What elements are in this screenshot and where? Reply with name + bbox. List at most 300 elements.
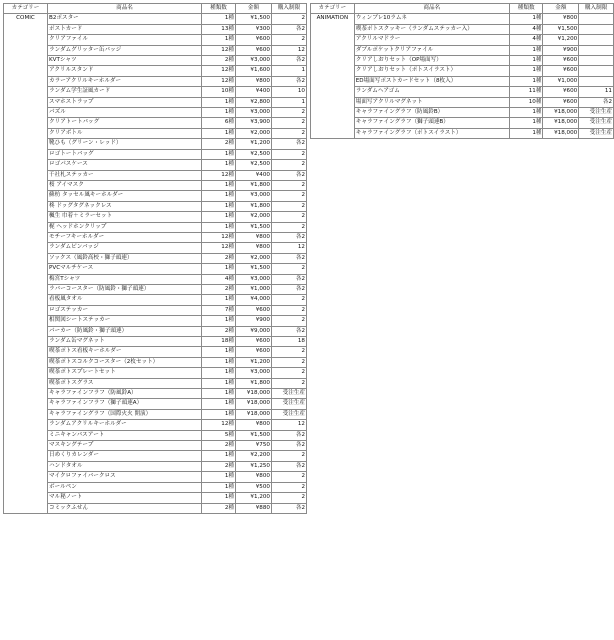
- types-cell: 12種: [202, 170, 236, 180]
- product-name-cell: 看板風タオル: [48, 295, 202, 305]
- product-name-cell: B2ポスター: [48, 14, 202, 24]
- header-types: 種類数: [509, 4, 543, 14]
- table-row: [4, 409, 307, 419]
- table-row: [4, 368, 307, 378]
- limit-cell: 12: [272, 243, 307, 253]
- table-row: [311, 66, 614, 76]
- limit-cell: 2: [272, 295, 307, 305]
- table-row: [4, 284, 307, 294]
- price-cell: ¥800: [236, 76, 272, 86]
- table-row: [311, 76, 614, 86]
- limit-cell: 各2: [272, 76, 307, 86]
- product-name-cell: ランダム缶マグネット: [48, 337, 202, 347]
- table-row: [311, 128, 614, 138]
- product-name-cell: マスキングテープ: [48, 441, 202, 451]
- types-cell: 1種: [202, 14, 236, 24]
- price-cell: ¥800: [236, 243, 272, 253]
- header-product: 商品名: [354, 4, 509, 14]
- table-row: [4, 56, 307, 66]
- limit-cell: 受注生産: [272, 389, 307, 399]
- limit-cell: 2: [272, 347, 307, 357]
- table-row: [311, 24, 614, 34]
- table-row: [311, 35, 614, 45]
- product-name-cell: KVTシャツ: [48, 56, 202, 66]
- product-name-cell: クリアトートバッグ: [48, 118, 202, 128]
- table-row: [4, 108, 307, 118]
- price-cell: ¥1,200: [543, 35, 579, 45]
- product-name-cell: キャラファインフラフ（防風鈴A）: [48, 389, 202, 399]
- price-cell: ¥1,800: [236, 378, 272, 388]
- product-name-cell: ハンドタオル: [48, 461, 202, 471]
- product-name-cell: アクリルスタンド: [48, 66, 202, 76]
- types-cell: 1種: [202, 149, 236, 159]
- types-cell: 12種: [202, 66, 236, 76]
- types-cell: 1種: [509, 128, 543, 138]
- limit-cell: [579, 24, 614, 34]
- price-cell: ¥600: [543, 97, 579, 107]
- product-name-cell: パーカー（防風鈴・獅子頭連）: [48, 326, 202, 336]
- price-cell: ¥600: [236, 347, 272, 357]
- limit-cell: 2: [272, 472, 307, 482]
- table-row: [4, 347, 307, 357]
- price-cell: ¥600: [543, 66, 579, 76]
- price-cell: ¥1,200: [236, 493, 272, 503]
- product-name-cell: キャラファイングラフ（防風鈴B）: [354, 108, 509, 118]
- product-name-cell: ポストカード: [48, 24, 202, 34]
- product-name-cell: ランダムグリッター缶バッジ: [48, 45, 202, 55]
- product-name-cell: モチーフキーホルダー: [48, 232, 202, 242]
- price-cell: ¥800: [236, 420, 272, 430]
- table-row: [4, 326, 307, 336]
- table-row: [4, 87, 307, 97]
- limit-cell: 受注生産: [272, 399, 307, 409]
- product-name-cell: ランダムピンバッジ: [48, 243, 202, 253]
- types-cell: 1種: [202, 191, 236, 201]
- product-name-cell: ダブルポケットクリアファイル: [354, 45, 509, 55]
- header-category: カテゴリー: [4, 4, 48, 14]
- table-row: [4, 76, 307, 86]
- price-cell: ¥2,500: [236, 160, 272, 170]
- limit-cell: 2: [272, 305, 307, 315]
- types-cell: 1種: [202, 201, 236, 211]
- types-cell: 2種: [202, 253, 236, 263]
- limit-cell: 各2: [272, 503, 307, 513]
- table-row: [4, 97, 307, 107]
- limit-cell: 2: [272, 118, 307, 128]
- types-cell: 1種: [202, 472, 236, 482]
- price-cell: ¥4,000: [236, 295, 272, 305]
- price-cell: ¥1,500: [236, 430, 272, 440]
- limit-cell: [579, 45, 614, 55]
- types-cell: 4種: [509, 24, 543, 34]
- product-name-cell: スマホストラップ: [48, 97, 202, 107]
- table-row: [4, 461, 307, 471]
- limit-cell: 1: [272, 97, 307, 107]
- limit-cell: 各2: [272, 139, 307, 149]
- table-row: [4, 180, 307, 190]
- limit-cell: 各2: [272, 274, 307, 284]
- product-name-cell: 喫茶ポトスグラス: [48, 378, 202, 388]
- price-cell: ¥600: [543, 87, 579, 97]
- limit-cell: 各2: [272, 56, 307, 66]
- header-limit: 購入制限: [579, 4, 614, 14]
- limit-cell: [579, 66, 614, 76]
- header-price: 金額: [543, 4, 579, 14]
- product-name-cell: 靴ひも（グリーン・レッド）: [48, 139, 202, 149]
- product-name-cell: マイクロファイバークロス: [48, 472, 202, 482]
- limit-cell: [579, 56, 614, 66]
- limit-cell: 各2: [272, 170, 307, 180]
- table-row: [4, 222, 307, 232]
- limit-cell: [579, 14, 614, 24]
- price-cell: ¥600: [236, 337, 272, 347]
- price-cell: ¥1,000: [236, 284, 272, 294]
- limit-cell: 各2: [272, 24, 307, 34]
- types-cell: 4種: [202, 274, 236, 284]
- table-row: [4, 14, 307, 24]
- table-row: [4, 482, 307, 492]
- limit-cell: 各2: [272, 284, 307, 294]
- price-cell: ¥400: [236, 87, 272, 97]
- limit-cell: 2: [272, 108, 307, 118]
- types-cell: 10種: [509, 97, 543, 107]
- table-row: [4, 160, 307, 170]
- types-cell: 1種: [202, 108, 236, 118]
- limit-cell: 受注生産: [272, 409, 307, 419]
- price-cell: ¥2,800: [236, 97, 272, 107]
- price-cell: ¥1,500: [236, 222, 272, 232]
- product-name-cell: ロゴステッカー: [48, 305, 202, 315]
- product-name-cell: 梶 ヘッドホンクリップ: [48, 222, 202, 232]
- types-cell: 1種: [202, 97, 236, 107]
- table-row: [4, 232, 307, 242]
- types-cell: 1種: [202, 368, 236, 378]
- table-row: [4, 441, 307, 451]
- types-cell: 1種: [202, 128, 236, 138]
- table-row: [4, 378, 307, 388]
- limit-cell: 2: [272, 316, 307, 326]
- types-cell: 1種: [202, 35, 236, 45]
- price-cell: ¥1,600: [236, 66, 272, 76]
- price-cell: ¥600: [236, 45, 272, 55]
- types-cell: 2種: [202, 326, 236, 336]
- product-name-cell: アクリルマドラー: [354, 35, 509, 45]
- header-price: 金額: [236, 4, 272, 14]
- product-name-cell: クリアしおりセット（OP場面写）: [354, 56, 509, 66]
- table-row: [311, 97, 614, 107]
- price-cell: ¥2,000: [236, 128, 272, 138]
- types-cell: 12種: [202, 420, 236, 430]
- limit-cell: 10: [272, 87, 307, 97]
- limit-cell: 各2: [272, 326, 307, 336]
- types-cell: 1種: [202, 264, 236, 274]
- product-name-cell: 日めくりカレンダー: [48, 451, 202, 461]
- limit-cell: 各2: [272, 441, 307, 451]
- category-cell: ANIMATION: [311, 14, 355, 139]
- limit-cell: 12: [272, 420, 307, 430]
- limit-cell: 2: [272, 201, 307, 211]
- types-cell: 1種: [509, 76, 543, 86]
- price-cell: ¥500: [236, 482, 272, 492]
- table-row: [4, 66, 307, 76]
- table-row: [4, 253, 307, 263]
- product-name-cell: 蘇枋 タッセル風キーホルダー: [48, 191, 202, 201]
- limit-cell: 2: [272, 160, 307, 170]
- price-cell: ¥800: [543, 14, 579, 24]
- price-cell: ¥18,000: [236, 409, 272, 419]
- product-name-cell: 喫茶ポトス看板キーホルダー: [48, 347, 202, 357]
- table-row: [4, 430, 307, 440]
- limit-cell: 受注生産: [579, 128, 614, 138]
- header-limit: 購入制限: [272, 4, 307, 14]
- table-row: [4, 170, 307, 180]
- price-cell: ¥18,000: [543, 128, 579, 138]
- types-cell: 12種: [202, 232, 236, 242]
- types-cell: 1種: [202, 295, 236, 305]
- price-cell: ¥880: [236, 503, 272, 513]
- types-cell: 2種: [202, 461, 236, 471]
- price-cell: ¥600: [236, 305, 272, 315]
- types-cell: 1種: [202, 180, 236, 190]
- types-cell: 5種: [202, 430, 236, 440]
- table-row: [4, 420, 307, 430]
- types-cell: 13種: [202, 24, 236, 34]
- price-cell: ¥800: [236, 472, 272, 482]
- price-cell: ¥750: [236, 441, 272, 451]
- limit-cell: 2: [272, 368, 307, 378]
- types-cell: 10種: [202, 87, 236, 97]
- price-cell: ¥2,500: [236, 149, 272, 159]
- types-cell: 2種: [202, 56, 236, 66]
- price-cell: ¥3,000: [236, 108, 272, 118]
- product-name-cell: キャラファインフラフ（獅子頭連A）: [48, 399, 202, 409]
- table-row: [4, 337, 307, 347]
- types-cell: 1種: [202, 357, 236, 367]
- limit-cell: 受注生産: [579, 118, 614, 128]
- types-cell: 1種: [202, 378, 236, 388]
- price-cell: ¥1,500: [236, 14, 272, 24]
- price-cell: ¥300: [236, 24, 272, 34]
- product-name-cell: 喫茶ポトスコルクコースター（2枚セット）: [48, 357, 202, 367]
- price-cell: ¥1,200: [236, 357, 272, 367]
- price-cell: ¥600: [236, 35, 272, 45]
- types-cell: 1種: [202, 399, 236, 409]
- types-cell: 1種: [509, 45, 543, 55]
- product-name-cell: 梅宮Tシャツ: [48, 274, 202, 284]
- table-row: [4, 316, 307, 326]
- table-header-row: [4, 4, 307, 14]
- price-cell: ¥18,000: [543, 118, 579, 128]
- table-row: [4, 503, 307, 513]
- table-row: [4, 212, 307, 222]
- limit-cell: 2: [272, 149, 307, 159]
- price-cell: ¥3,000: [236, 191, 272, 201]
- product-name-cell: 楓生 巾着＋ミラーセット: [48, 212, 202, 222]
- product-name-cell: クリアボトル: [48, 128, 202, 138]
- header-product: 商品名: [48, 4, 202, 14]
- price-cell: ¥400: [236, 170, 272, 180]
- header-types: 種類数: [202, 4, 236, 14]
- limit-cell: 2: [272, 264, 307, 274]
- price-cell: ¥2,000: [236, 212, 272, 222]
- limit-cell: 2: [272, 357, 307, 367]
- limit-cell: 2: [272, 493, 307, 503]
- table-row: [4, 139, 307, 149]
- product-name-cell: 相関図シートステッカー: [48, 316, 202, 326]
- product-name-cell: 場面写アクリルマグネット: [354, 97, 509, 107]
- product-name-cell: 桜 アイマスク: [48, 180, 202, 190]
- types-cell: 1種: [202, 212, 236, 222]
- product-name-cell: ED場面写ポストカードセット（8枚入）: [354, 76, 509, 86]
- types-cell: 1種: [202, 160, 236, 170]
- table-row: [311, 87, 614, 97]
- limit-cell: 各2: [272, 461, 307, 471]
- limit-cell: 12: [272, 45, 307, 55]
- limit-cell: 2: [272, 14, 307, 24]
- product-name-cell: マル秘ノート: [48, 493, 202, 503]
- limit-cell: 2: [272, 212, 307, 222]
- price-cell: ¥900: [236, 316, 272, 326]
- limit-cell: 受注生産: [579, 108, 614, 118]
- product-name-cell: ボールペン: [48, 482, 202, 492]
- table-row: [311, 45, 614, 55]
- price-cell: ¥3,000: [236, 56, 272, 66]
- table-row: [4, 118, 307, 128]
- types-cell: 1種: [509, 108, 543, 118]
- product-name-cell: カラーアクリルキーホルダー: [48, 76, 202, 86]
- price-cell: ¥600: [543, 56, 579, 66]
- product-name-cell: ランダムヘアゴム: [354, 87, 509, 97]
- limit-cell: 2: [272, 180, 307, 190]
- limit-cell: 2: [272, 451, 307, 461]
- product-name-cell: ロゴトートバッグ: [48, 149, 202, 159]
- product-name-cell: コミックふせん: [48, 503, 202, 513]
- table-row: [4, 493, 307, 503]
- table-row: [311, 118, 614, 128]
- types-cell: 12種: [202, 76, 236, 86]
- table-row: [311, 108, 614, 118]
- price-cell: ¥800: [236, 232, 272, 242]
- table-row: [4, 389, 307, 399]
- types-cell: 1種: [509, 56, 543, 66]
- types-cell: 1種: [202, 316, 236, 326]
- limit-cell: 各2: [272, 253, 307, 263]
- table-row: [4, 399, 307, 409]
- types-cell: 1種: [509, 66, 543, 76]
- table-row: [4, 24, 307, 34]
- table-row: [4, 357, 307, 367]
- price-cell: ¥1,250: [236, 461, 272, 471]
- product-name-cell: パズル: [48, 108, 202, 118]
- types-cell: 18種: [202, 337, 236, 347]
- category-cell: COMIC: [4, 14, 48, 514]
- limit-cell: 各2: [272, 232, 307, 242]
- table-row: [4, 191, 307, 201]
- animation-goods-table: [310, 3, 614, 139]
- limit-cell: 11: [579, 87, 614, 97]
- product-name-cell: キャラファイングラフ（獅子頭連B）: [354, 118, 509, 128]
- price-cell: ¥18,000: [236, 399, 272, 409]
- product-name-cell: ウィンブレ10ラムネ: [354, 14, 509, 24]
- types-cell: 11種: [509, 87, 543, 97]
- header-category: カテゴリー: [311, 4, 355, 14]
- limit-cell: 2: [272, 191, 307, 201]
- table-row: [4, 35, 307, 45]
- limit-cell: 各2: [272, 430, 307, 440]
- product-name-cell: ソックス（風鈴高校・獅子頭連）: [48, 253, 202, 263]
- table-row: [4, 149, 307, 159]
- price-cell: ¥18,000: [543, 108, 579, 118]
- product-name-cell: キャラファイングラフ（国際火火 開演）: [48, 409, 202, 419]
- product-name-cell: ミニキャンバスアート: [48, 430, 202, 440]
- price-cell: ¥3,900: [236, 118, 272, 128]
- types-cell: 1種: [202, 493, 236, 503]
- types-cell: 1種: [202, 482, 236, 492]
- product-name-cell: 柊 ドッグタグネックレス: [48, 201, 202, 211]
- table-header-row: [311, 4, 614, 14]
- price-cell: ¥1,800: [236, 180, 272, 190]
- price-cell: ¥2,200: [236, 451, 272, 461]
- product-name-cell: クリアファイル: [48, 35, 202, 45]
- price-cell: ¥1,000: [543, 76, 579, 86]
- limit-cell: 18: [272, 337, 307, 347]
- price-cell: ¥1,500: [236, 264, 272, 274]
- product-name-cell: ラバーコースター（防風鈴・獅子頭連）: [48, 284, 202, 294]
- comic-goods-table: [3, 3, 307, 514]
- price-cell: ¥9,000: [236, 326, 272, 336]
- types-cell: 1種: [202, 409, 236, 419]
- table-row: [4, 264, 307, 274]
- limit-cell: 2: [272, 35, 307, 45]
- table-row: [4, 472, 307, 482]
- price-cell: ¥3,000: [236, 368, 272, 378]
- table-row: [4, 274, 307, 284]
- table-row: [4, 45, 307, 55]
- types-cell: 1種: [202, 222, 236, 232]
- product-name-cell: クリアしおりセット（ポトスイラスト）: [354, 66, 509, 76]
- types-cell: 2種: [202, 139, 236, 149]
- price-cell: ¥900: [543, 45, 579, 55]
- price-cell: ¥3,000: [236, 274, 272, 284]
- limit-cell: 2: [272, 378, 307, 388]
- product-name-cell: ランダムアクリルキーホルダー: [48, 420, 202, 430]
- table-row: [4, 128, 307, 138]
- types-cell: 1種: [509, 14, 543, 24]
- product-name-cell: 喫茶ポトスプレートセット: [48, 368, 202, 378]
- product-name-cell: ランダム学生証風カード: [48, 87, 202, 97]
- limit-cell: [579, 35, 614, 45]
- price-cell: ¥1,500: [543, 24, 579, 34]
- types-cell: 6種: [202, 118, 236, 128]
- types-cell: 1種: [509, 118, 543, 128]
- types-cell: 2種: [202, 284, 236, 294]
- price-cell: ¥1,200: [236, 139, 272, 149]
- table-row: [4, 201, 307, 211]
- types-cell: 12種: [202, 45, 236, 55]
- types-cell: 4種: [509, 35, 543, 45]
- table-row: [4, 243, 307, 253]
- table-row: [4, 305, 307, 315]
- table-row: [4, 295, 307, 305]
- product-name-cell: キャラファイングラフ（ポトスイラスト）: [354, 128, 509, 138]
- types-cell: 2種: [202, 441, 236, 451]
- table-row: [311, 14, 614, 24]
- price-cell: ¥2,000: [236, 253, 272, 263]
- types-cell: 1種: [202, 389, 236, 399]
- product-name-cell: 千社札ステッカー: [48, 170, 202, 180]
- limit-cell: 2: [272, 482, 307, 492]
- price-cell: ¥1,800: [236, 201, 272, 211]
